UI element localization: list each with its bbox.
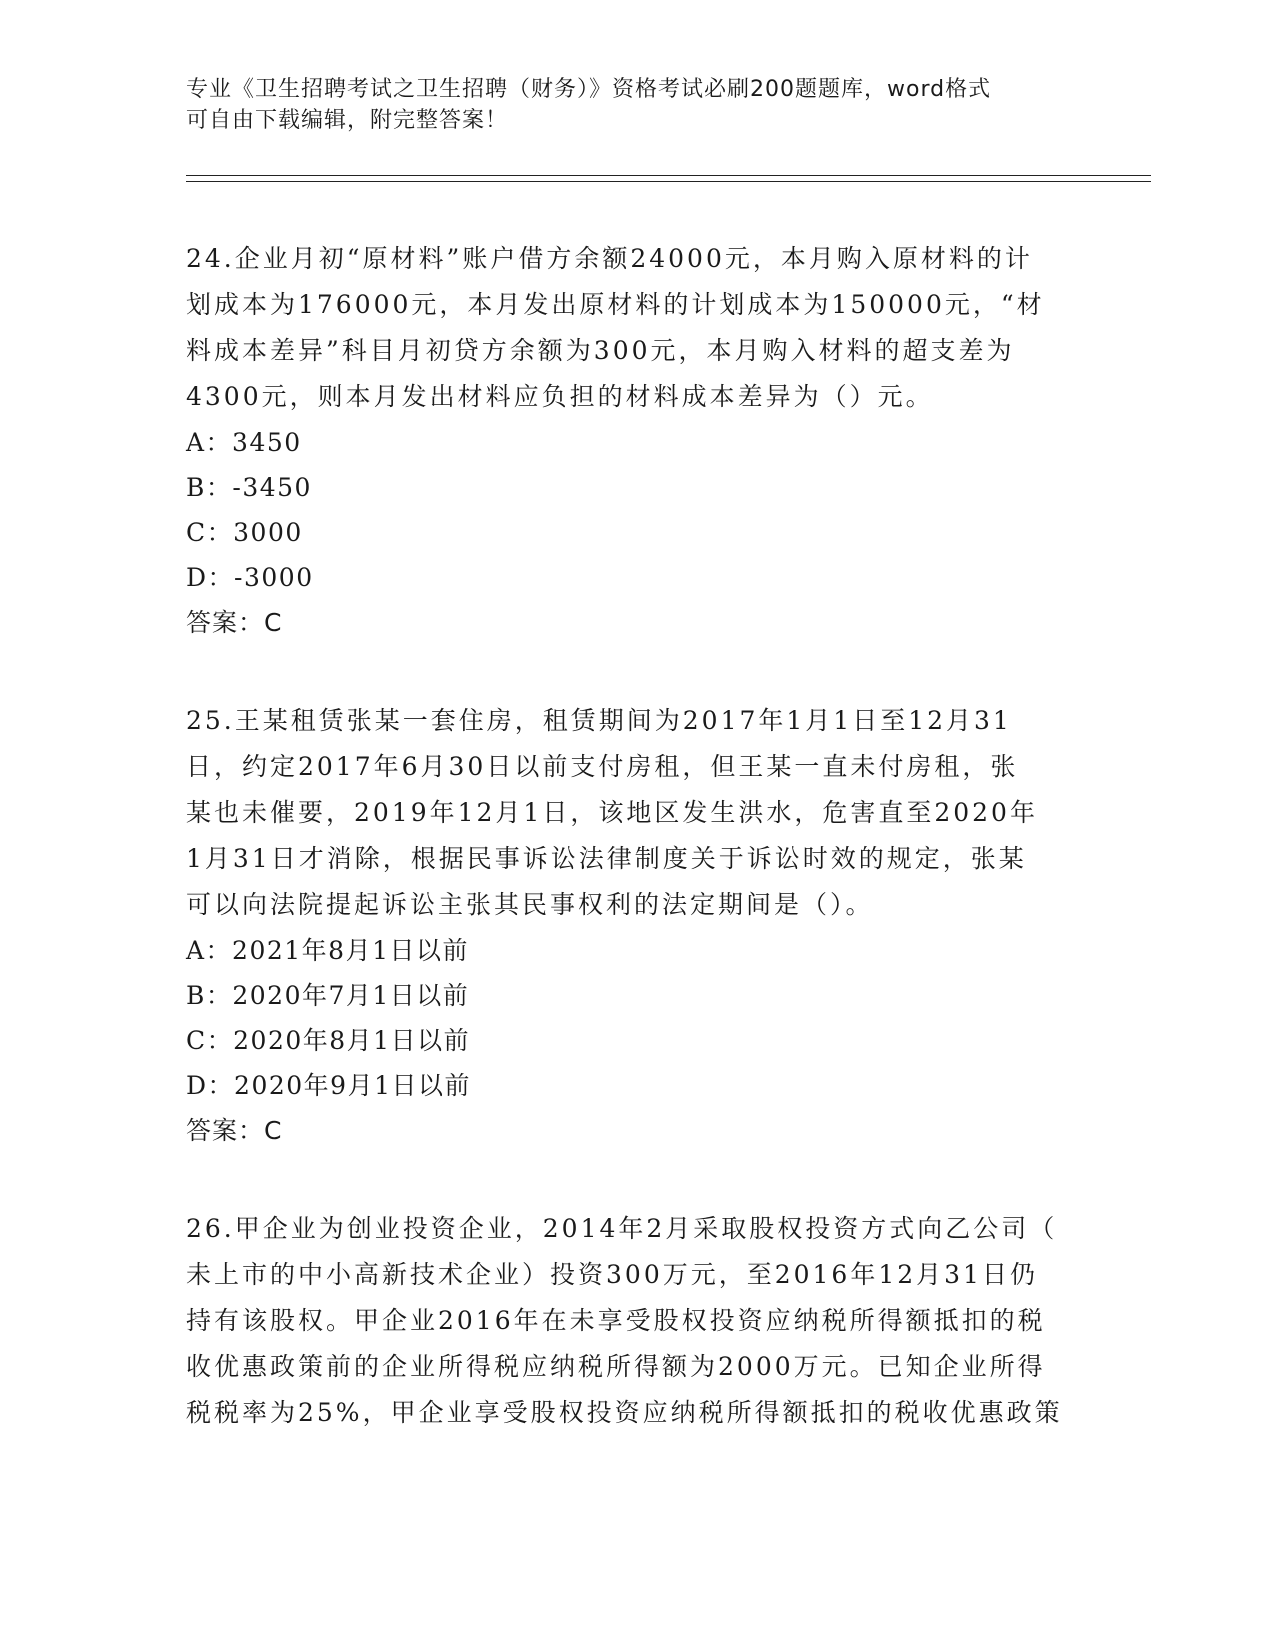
- question-stem-line: 税税率为25%，甲企业享受股权投资应纳税所得额抵扣的税收优惠政策: [186, 1398, 1063, 1427]
- header-line-2: 可自由下载编辑，附完整答案！: [186, 108, 509, 133]
- question-stem-line: 可以向法院提起诉讼主张其民事权利的法定期间是（）。: [186, 890, 874, 919]
- option-a: A：3450: [186, 428, 302, 457]
- header-rule-top: [186, 175, 1151, 176]
- question-stem-line: 划成本为176000元，本月发出原材料的计划成本为150000元，“材: [186, 290, 1045, 319]
- header-line-1: 专业《卫生招聘考试之卫生招聘（财务）》资格考试必刷200题题库，word格式: [186, 77, 992, 102]
- answer-line: 答案：C: [186, 1116, 283, 1145]
- question-stem-line: 收优惠政策前的企业所得税应纳税所得额为2000万元。已知企业所得: [186, 1352, 1046, 1381]
- question-list: [186, 236, 1086, 1488]
- question-stem-line: 某也未催要，2019年12月1日，该地区发生洪水，危害直至2020年: [186, 798, 1038, 827]
- option-b: B：-3450: [186, 473, 312, 502]
- question-stem-line: 24.企业月初“原材料”账户借方余额24000元，本月购入原材料的计: [186, 244, 1033, 273]
- header-rule-bottom: [186, 181, 1151, 182]
- question-stem-line: 未上市的中小高新技术企业）投资300万元，至2016年12月31日仍: [186, 1260, 1038, 1289]
- page-header: [186, 74, 1086, 136]
- option-a: A：2021年8月1日以前: [186, 936, 469, 965]
- question-25: [186, 698, 1086, 1154]
- question-24: [186, 236, 1086, 646]
- option-c: C：2020年8月1日以前: [186, 1026, 471, 1055]
- question-stem-line: 持有该股权。甲企业2016年在未享受股权投资应纳税所得额抵扣的税: [186, 1306, 1046, 1335]
- question-stem-line: 料成本差异”科目月初贷方余额为300元，本月购入材料的超支差为: [186, 336, 1015, 365]
- option-c: C：3000: [186, 518, 303, 547]
- question-stem-line: 25.王某租赁张某一套住房，租赁期间为2017年1月1日至12月31: [186, 706, 1012, 735]
- option-b: B：2020年7月1日以前: [186, 981, 470, 1010]
- option-d: D：-3000: [186, 563, 314, 592]
- answer-line: 答案：C: [186, 608, 283, 637]
- question-stem-line: 4300元，则本月发出材料应负担的材料成本差异为（）元。: [186, 382, 934, 411]
- question-26: [186, 1206, 1086, 1436]
- question-stem-line: 1月31日才消除，根据民事诉讼法律制度关于诉讼时效的规定，张某: [186, 844, 1027, 873]
- question-stem-line: 日，约定2017年6月30日以前支付房租，但王某一直未付房租，张: [186, 752, 1019, 781]
- question-stem-line: 26.甲企业为创业投资企业，2014年2月采取股权投资方式向乙公司（: [186, 1214, 1058, 1243]
- option-d: D：2020年9月1日以前: [186, 1071, 471, 1100]
